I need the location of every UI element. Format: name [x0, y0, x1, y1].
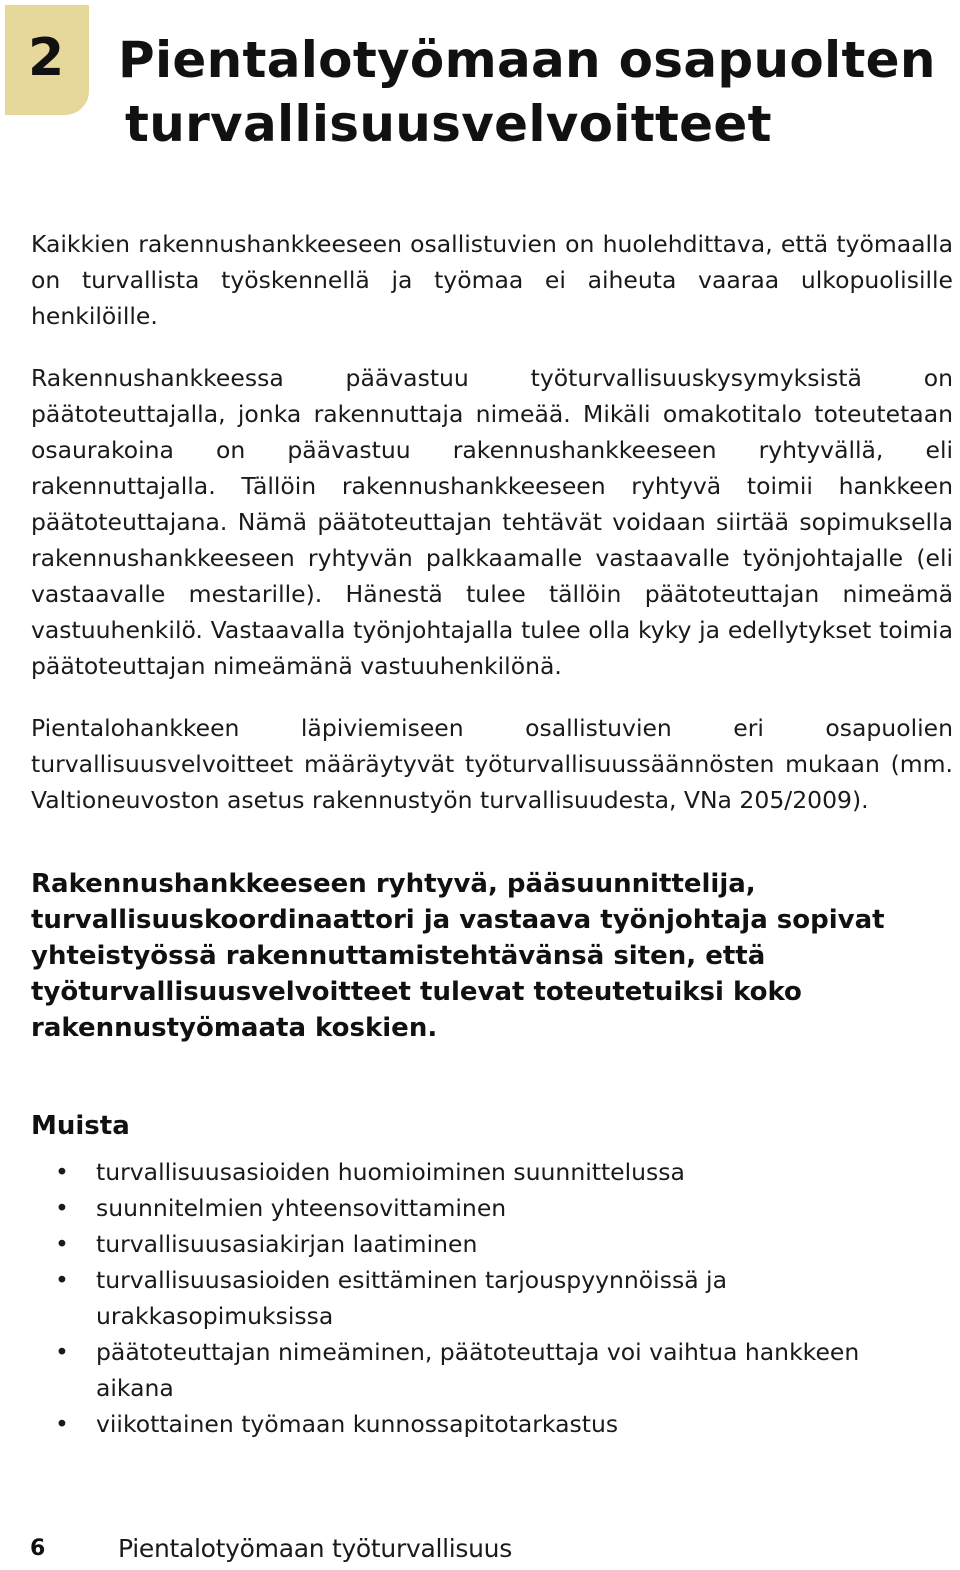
responsibility-paragraph: Rakennushankkeessa päävastuu työturvallisuuskysymyksistä on päätoteuttajalla, jonka rakennuttaja nimeää. Mikäli omakotitalo toteutetaan osaurakoina on päävastuu rakennushankkeeseen ryhtyvällä, eli rakennuttajalla. Tällöin rakennushankkeeseen ryhtyvä toimii hankkeen päätoteuttajana. Nämä päätoteuttajan tehtävät voidaan siirtää sopimuksella rakennushankkeeseen ryhtyvän palkkaamalle vastaavalle työnjohtajalle (eli vastaavalle mestarille). Hänestä tulee tällöin päätoteuttajan nimeämä vastuuhenkilö. Vastaavalla työnjohtajalla tulee olla kyky ja edellytykset toimia päätoteuttajan nimeämänä vastuuhenkilönä. — [31, 364, 953, 680]
list-item-text: turvallisuusasioiden huomioiminen suunnittelussa — [96, 1158, 685, 1186]
list-item — [31, 1334, 926, 1406]
bullet-icon: • — [55, 1230, 69, 1258]
remember-heading: Muista — [31, 1111, 130, 1141]
chapter-title-line-1: Pientalotyömaan osapuolten — [118, 31, 936, 89]
chapter-body — [31, 226, 953, 1442]
list-item-text: viikottainen työmaan kunnossapitotarkastus — [96, 1410, 619, 1438]
list-item-text: päätoteuttajan nimeäminen, päätoteuttaja voi vaihtua hankkeen aikana — [96, 1338, 860, 1402]
intro-paragraph: Kaikkien rakennushankkeeseen osallistuvien on huolehdittava, että työmaalla on turvallista työskennellä ja työmaa ei aiheuta vaaraa ulkopuolisille henkilöille. — [31, 230, 953, 330]
chapter-number: 2 — [28, 28, 65, 88]
chapter-title-line-2: turvallisuusvelvoitteet — [125, 95, 772, 153]
bullet-icon: • — [55, 1338, 69, 1366]
list-item — [31, 1406, 926, 1442]
list-item — [31, 1262, 926, 1334]
list-item-text: turvallisuusasioiden esittäminen tarjouspyynnöissä ja urakkasopimuksissa — [96, 1266, 727, 1330]
list-item — [31, 1226, 926, 1262]
list-item — [31, 1190, 926, 1226]
regulations-paragraph: Pientalohankkeen läpiviemiseen osallistuvien eri osapuolien turvallisuusvelvoitteet määräytyvät työturvallisuussäännösten mukaan (mm. Valtioneuvoston asetus rakennustyön turvallisuudesta, VNa 205/2009). — [31, 714, 953, 814]
remember-list — [31, 1154, 953, 1442]
publication-title: Pientalotyömaan työturvallisuus — [118, 1534, 512, 1563]
page-footer — [30, 1530, 930, 1570]
bullet-icon: • — [55, 1158, 69, 1186]
list-item-text: turvallisuusasiakirjan laatiminen — [96, 1230, 478, 1258]
page-number: 6 — [30, 1536, 46, 1561]
list-item-text: suunnitelmien yhteensovittaminen — [96, 1194, 507, 1222]
chapter-title — [118, 28, 948, 156]
bullet-icon: • — [55, 1194, 69, 1222]
bullet-icon: • — [55, 1266, 69, 1294]
bullet-icon: • — [55, 1410, 69, 1438]
list-item — [31, 1154, 926, 1190]
highlight-paragraph: Rakennushankkeeseen ryhtyvä, pääsuunnittelija, turvallisuuskoordinaattori ja vastaava työnjohtaja sopivat yhteistyössä rakennuttamistehtävänsä siten, että työturvallisuusvelvoitteet tulevat toteutetuiksi koko rakennustyömaata koskien. — [31, 869, 885, 1043]
